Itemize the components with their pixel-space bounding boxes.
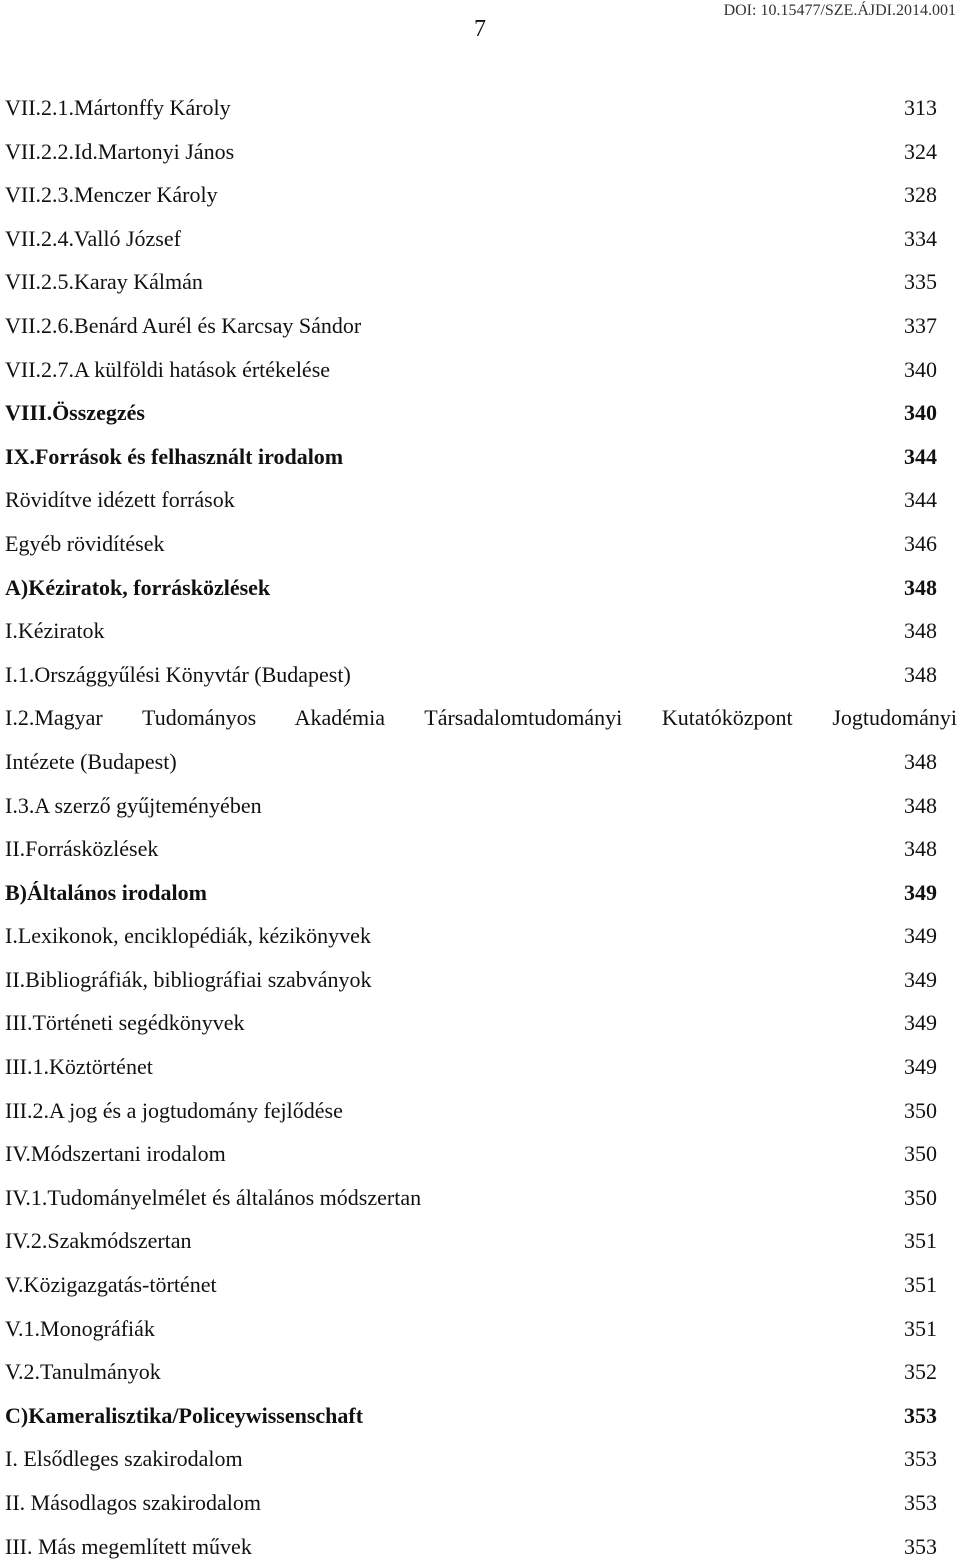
toc-entry <box>5 1481 937 1525</box>
toc-entry-label: VII.2.2.Id.Martonyi János <box>5 138 235 164</box>
toc-entry-label: III.1.Köztörténet <box>5 1054 153 1080</box>
toc-entry <box>5 827 937 871</box>
toc-entry-label: Egyéb rövidítések <box>5 530 165 556</box>
toc-entry-label: VII.2.1.Mártonffy Károly <box>5 95 231 120</box>
toc-entry-label: III. Más megemlített művek <box>5 1533 252 1559</box>
toc-entry <box>5 217 937 261</box>
toc-entry-page: 353 <box>904 1402 937 1428</box>
toc-entry <box>5 304 937 348</box>
toc-entry-label: VII.2.3.Menczer Károly <box>5 182 218 208</box>
toc-entry <box>5 1525 937 1568</box>
toc-entry-page: 348 <box>904 748 937 774</box>
toc-entry-label: C)Kameralisztika/Policeywissenschaft <box>5 1402 364 1428</box>
toc-entry-page: 324 <box>904 138 937 164</box>
toc-entry-label: II.Forrásközlések <box>5 836 159 862</box>
toc-entry <box>5 522 937 566</box>
toc-entry-page: 351 <box>904 1315 937 1341</box>
toc-entry-page: 350 <box>904 1141 937 1167</box>
toc-entry <box>5 1089 937 1133</box>
toc-entry <box>5 348 937 392</box>
toc-entry-label: VII.2.6.Benárd Aurél és Karcsay Sándor <box>5 312 362 338</box>
toc-entry-page: 353 <box>904 1446 937 1472</box>
toc-entry-page: 335 <box>904 269 937 295</box>
toc-entry-label: I.Lexikonok, enciklopédiák, kézikönyvek <box>5 923 371 949</box>
toc-entry-page: 351 <box>904 1272 937 1298</box>
toc-entry-label: V.2.Tanulmányok <box>5 1359 161 1385</box>
toc-entry-page: 344 <box>904 487 937 513</box>
toc-entry-page: 328 <box>904 182 937 208</box>
toc-entry-label: B)Általános irodalom <box>5 879 207 905</box>
toc-entry-page: 344 <box>904 443 937 469</box>
page-number: 7 <box>474 16 486 42</box>
toc-entry-page: 334 <box>904 225 937 251</box>
toc-entry <box>5 1263 937 1307</box>
toc-entry-page: 351 <box>904 1228 937 1254</box>
toc-entry-page: 349 <box>904 1010 937 1036</box>
toc-entry <box>5 740 937 784</box>
toc-entry <box>5 130 937 174</box>
toc-entry-page: 340 <box>904 400 937 426</box>
toc-entry-label: VII.2.7.A külföldi hatások értékelése <box>5 356 331 382</box>
toc-entry <box>5 1176 937 1220</box>
toc-entry-label: IX.Források és felhasznált irodalom <box>5 443 344 469</box>
toc-entry-label: A)Kéziratok, forrásközlések <box>5 574 271 600</box>
toc-entry-label: I. Elsődleges szakirodalom <box>5 1446 243 1472</box>
toc-entry-page: 348 <box>904 661 937 687</box>
toc-entry-label: Rövidítve idézett források <box>5 487 235 513</box>
toc-entry <box>5 1307 937 1351</box>
toc-entry-page: 346 <box>904 530 937 556</box>
toc-entry-label: I.3.A szerző gyűjteményében <box>5 792 262 818</box>
toc-entry <box>5 696 957 740</box>
toc-entry-page: 349 <box>904 923 937 949</box>
toc-entry-label: V.1.Monográfiák <box>5 1315 155 1341</box>
toc-entry-page: 313 <box>904 95 937 120</box>
toc-entry-page: 348 <box>904 574 937 600</box>
toc-entry <box>5 1045 937 1089</box>
toc-entry <box>5 435 937 479</box>
toc-entry-label: VIII.Összegzés <box>5 400 145 426</box>
toc-entry-label: I.2.Magyar Tudományos Akadémia Társadalomtudományi Kutatóközpont Jogtudományi <box>5 705 957 731</box>
toc-entry-page: 348 <box>904 618 937 644</box>
toc-entry-page: 349 <box>904 966 937 992</box>
toc-entry-label: III.2.A jog és a jogtudomány fejlődése <box>5 1097 343 1123</box>
toc-entry <box>5 478 937 522</box>
toc-entry-label: IV.Módszertani irodalom <box>5 1141 226 1167</box>
toc-entry <box>5 1219 937 1263</box>
toc-entry <box>5 1132 937 1176</box>
toc-entry <box>5 1437 937 1481</box>
toc-entry <box>5 1001 937 1045</box>
toc-entry <box>5 653 937 697</box>
toc-entry <box>5 566 937 610</box>
toc-entry-page: 350 <box>904 1184 937 1210</box>
toc-entry-label: V.Közigazgatás-történet <box>5 1272 217 1298</box>
toc-entry-page: 352 <box>904 1359 937 1385</box>
toc-entry <box>5 173 937 217</box>
toc-entry-label: IV.2.Szakmódszertan <box>5 1228 192 1254</box>
toc-entry <box>5 871 937 915</box>
toc-entry-label: II. Másodlagos szakirodalom <box>5 1490 261 1515</box>
toc-entry-page: 349 <box>904 879 937 905</box>
toc-entry <box>5 609 937 653</box>
toc-entry-label: IV.1.Tudományelmélet és általános módszertan <box>5 1184 422 1210</box>
toc-entry-label: VII.2.5.Karay Kálmán <box>5 269 203 295</box>
toc-entry <box>5 784 937 828</box>
toc-entry-label: III.Történeti segédkönyvek <box>5 1010 245 1036</box>
toc-entry-page: 349 <box>904 1054 937 1080</box>
toc-entry-page: 340 <box>904 356 937 382</box>
toc-entry-label: I.1.Országgyűlési Könyvtár (Budapest) <box>5 661 351 687</box>
toc-entry <box>5 260 937 304</box>
toc-entry <box>5 914 937 958</box>
table-of-contents <box>5 86 957 1568</box>
toc-entry-label: VII.2.4.Valló József <box>5 225 181 251</box>
toc-entry <box>5 1350 937 1394</box>
toc-entry-page: 350 <box>904 1097 937 1123</box>
toc-entry-page: 348 <box>904 792 937 818</box>
toc-entry-page: 353 <box>904 1490 937 1515</box>
toc-entry-page: 348 <box>904 836 937 862</box>
toc-entry-page: 337 <box>904 312 937 338</box>
toc-entry <box>5 86 937 130</box>
toc-entry-label: Intézete (Budapest) <box>5 748 177 774</box>
toc-entry-label: II.Bibliográfiák, bibliográfiai szabványok <box>5 966 372 992</box>
toc-entry-page: 353 <box>904 1533 937 1559</box>
doi-header: DOI: 10.15477/SZE.ÁJDI.2014.001 <box>723 2 956 19</box>
toc-entry <box>5 1394 937 1438</box>
toc-entry <box>5 391 937 435</box>
toc-entry <box>5 958 937 1002</box>
toc-entry-label: I.Kéziratok <box>5 618 105 644</box>
